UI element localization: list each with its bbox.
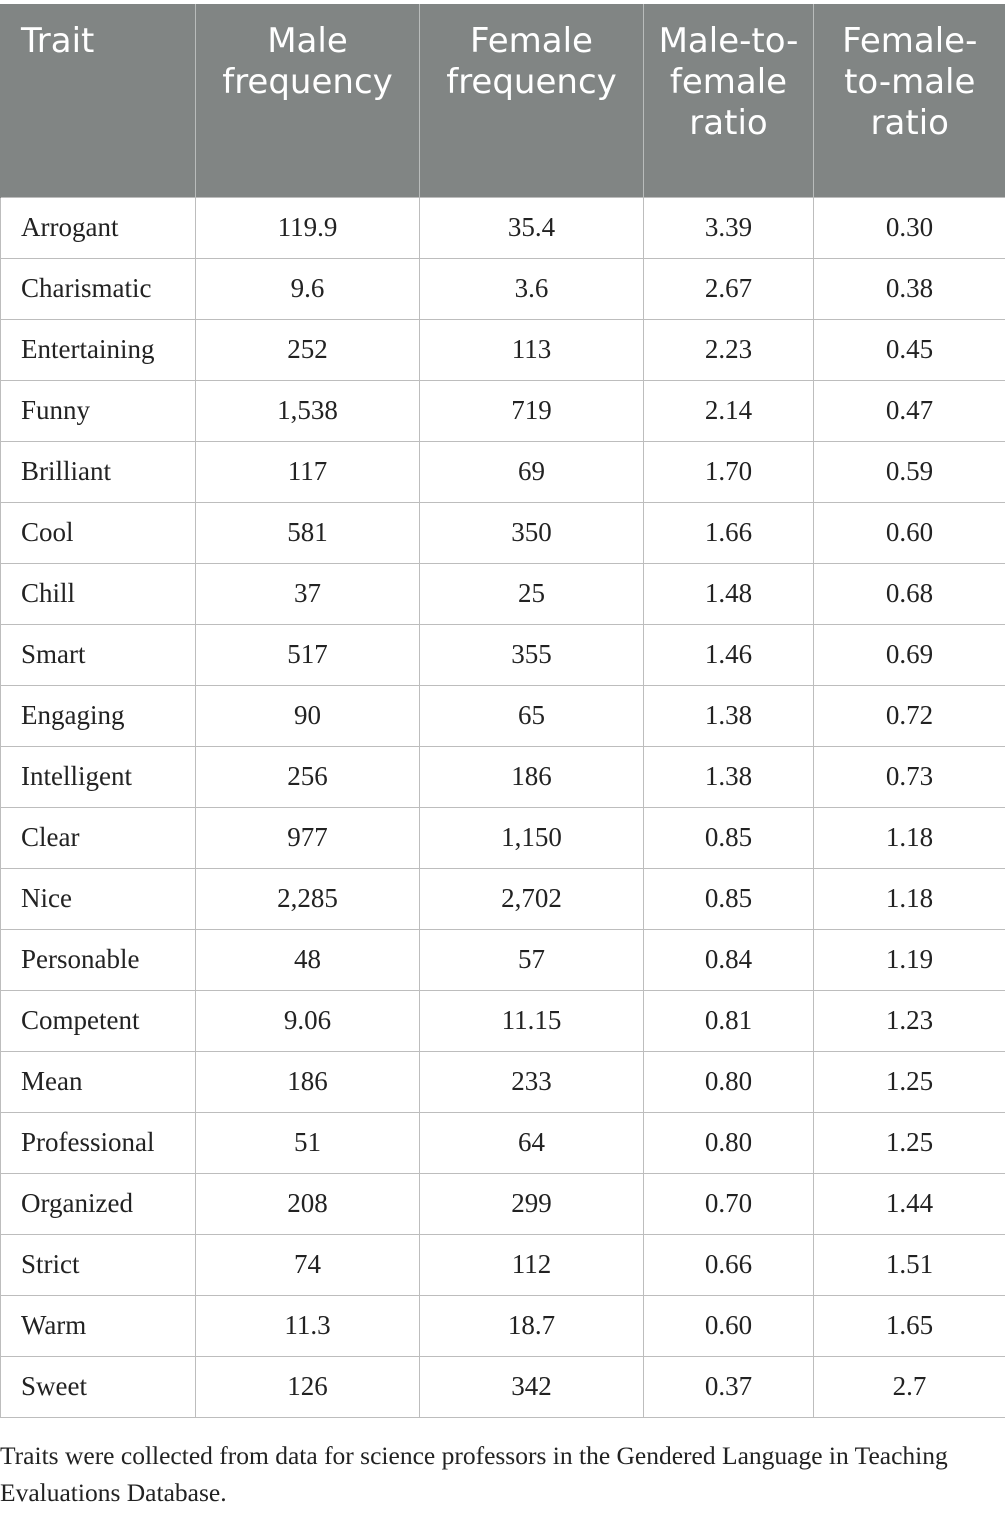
table-row xyxy=(1,1112,1005,1173)
table-row xyxy=(1,197,1005,258)
female-frequency-cell: 11.15 xyxy=(420,990,644,1051)
header-female-frequency: Female frequency xyxy=(420,4,644,197)
male-to-female-ratio-cell: 0.66 xyxy=(644,1234,814,1295)
male-frequency-cell: 74 xyxy=(196,1234,420,1295)
male-frequency-cell: 37 xyxy=(196,563,420,624)
male-frequency-cell: 581 xyxy=(196,502,420,563)
table-row xyxy=(1,868,1005,929)
female-to-male-ratio-cell: 0.73 xyxy=(814,746,1005,807)
trait-cell: Intelligent xyxy=(1,746,196,807)
table-row xyxy=(1,1173,1005,1234)
female-frequency-cell: 355 xyxy=(420,624,644,685)
male-to-female-ratio-cell: 0.81 xyxy=(644,990,814,1051)
table-row xyxy=(1,990,1005,1051)
female-to-male-ratio-cell: 1.18 xyxy=(814,868,1005,929)
trait-cell: Nice xyxy=(1,868,196,929)
female-to-male-ratio-cell: 0.72 xyxy=(814,685,1005,746)
male-to-female-ratio-cell: 1.66 xyxy=(644,502,814,563)
trait-cell: Personable xyxy=(1,929,196,990)
female-frequency-cell: 57 xyxy=(420,929,644,990)
trait-cell: Entertaining xyxy=(1,319,196,380)
table-row xyxy=(1,563,1005,624)
trait-cell: Charismatic xyxy=(1,258,196,319)
female-frequency-cell: 233 xyxy=(420,1051,644,1112)
male-to-female-ratio-cell: 1.46 xyxy=(644,624,814,685)
trait-cell: Smart xyxy=(1,624,196,685)
male-frequency-cell: 48 xyxy=(196,929,420,990)
table-row xyxy=(1,685,1005,746)
male-frequency-cell: 186 xyxy=(196,1051,420,1112)
female-to-male-ratio-cell: 1.44 xyxy=(814,1173,1005,1234)
male-frequency-cell: 256 xyxy=(196,746,420,807)
male-to-female-ratio-cell: 1.70 xyxy=(644,441,814,502)
header-trait: Trait xyxy=(1,4,196,197)
male-frequency-cell: 51 xyxy=(196,1112,420,1173)
trait-cell: Professional xyxy=(1,1112,196,1173)
table-row xyxy=(1,624,1005,685)
table-row xyxy=(1,1234,1005,1295)
male-to-female-ratio-cell: 2.23 xyxy=(644,319,814,380)
trait-cell: Chill xyxy=(1,563,196,624)
female-to-male-ratio-cell: 0.38 xyxy=(814,258,1005,319)
female-to-male-ratio-cell: 0.60 xyxy=(814,502,1005,563)
header-female-to-male-ratio: Female-to-male ratio xyxy=(814,4,1005,197)
trait-cell: Brilliant xyxy=(1,441,196,502)
male-to-female-ratio-cell: 1.48 xyxy=(644,563,814,624)
female-frequency-cell: 3.6 xyxy=(420,258,644,319)
table-row xyxy=(1,502,1005,563)
table-row xyxy=(1,441,1005,502)
female-to-male-ratio-cell: 0.69 xyxy=(814,624,1005,685)
female-to-male-ratio-cell: 1.51 xyxy=(814,1234,1005,1295)
trait-cell: Mean xyxy=(1,1051,196,1112)
trait-cell: Warm xyxy=(1,1295,196,1356)
female-to-male-ratio-cell: 0.68 xyxy=(814,563,1005,624)
male-frequency-cell: 2,285 xyxy=(196,868,420,929)
female-frequency-cell: 350 xyxy=(420,502,644,563)
male-to-female-ratio-cell: 2.14 xyxy=(644,380,814,441)
trait-cell: Cool xyxy=(1,502,196,563)
table-row xyxy=(1,319,1005,380)
male-to-female-ratio-cell: 0.84 xyxy=(644,929,814,990)
female-frequency-cell: 112 xyxy=(420,1234,644,1295)
female-frequency-cell: 69 xyxy=(420,441,644,502)
female-to-male-ratio-cell: 1.19 xyxy=(814,929,1005,990)
trait-cell: Competent xyxy=(1,990,196,1051)
table-row xyxy=(1,380,1005,441)
male-frequency-cell: 208 xyxy=(196,1173,420,1234)
trait-cell: Strict xyxy=(1,1234,196,1295)
male-to-female-ratio-cell: 0.80 xyxy=(644,1112,814,1173)
male-to-female-ratio-cell: 3.39 xyxy=(644,197,814,258)
female-to-male-ratio-cell: 0.59 xyxy=(814,441,1005,502)
trait-cell: Engaging xyxy=(1,685,196,746)
trait-cell: Sweet xyxy=(1,1356,196,1417)
male-to-female-ratio-cell: 0.85 xyxy=(644,807,814,868)
female-frequency-cell: 2,702 xyxy=(420,868,644,929)
female-frequency-cell: 64 xyxy=(420,1112,644,1173)
trait-cell: Funny xyxy=(1,380,196,441)
trait-cell: Clear xyxy=(1,807,196,868)
table-row xyxy=(1,746,1005,807)
female-to-male-ratio-cell: 2.7 xyxy=(814,1356,1005,1417)
trait-cell: Organized xyxy=(1,1173,196,1234)
male-frequency-cell: 117 xyxy=(196,441,420,502)
male-frequency-cell: 11.3 xyxy=(196,1295,420,1356)
female-frequency-cell: 113 xyxy=(420,319,644,380)
male-frequency-cell: 119.9 xyxy=(196,197,420,258)
male-frequency-cell: 90 xyxy=(196,685,420,746)
female-frequency-cell: 65 xyxy=(420,685,644,746)
table-row xyxy=(1,1356,1005,1417)
female-frequency-cell: 18.7 xyxy=(420,1295,644,1356)
male-frequency-cell: 977 xyxy=(196,807,420,868)
female-to-male-ratio-cell: 0.30 xyxy=(814,197,1005,258)
table-header-row xyxy=(1,4,1005,197)
female-to-male-ratio-cell: 0.45 xyxy=(814,319,1005,380)
header-male-to-female-ratio: Male-to-female ratio xyxy=(644,4,814,197)
female-to-male-ratio-cell: 0.47 xyxy=(814,380,1005,441)
table-row xyxy=(1,1051,1005,1112)
table-footnote: Traits were collected from data for science professors in the Gendered Language in Teaching Evaluations Database. xyxy=(0,1441,948,1507)
male-to-female-ratio-cell: 1.38 xyxy=(644,685,814,746)
female-to-male-ratio-cell: 1.25 xyxy=(814,1112,1005,1173)
female-to-male-ratio-cell: 1.23 xyxy=(814,990,1005,1051)
trait-frequency-table xyxy=(0,4,1005,1418)
female-frequency-cell: 35.4 xyxy=(420,197,644,258)
female-frequency-cell: 342 xyxy=(420,1356,644,1417)
male-frequency-cell: 126 xyxy=(196,1356,420,1417)
female-frequency-cell: 299 xyxy=(420,1173,644,1234)
header-male-frequency: Male frequency xyxy=(196,4,420,197)
male-frequency-cell: 517 xyxy=(196,624,420,685)
male-to-female-ratio-cell: 0.80 xyxy=(644,1051,814,1112)
male-to-female-ratio-cell: 0.37 xyxy=(644,1356,814,1417)
female-frequency-cell: 25 xyxy=(420,563,644,624)
male-to-female-ratio-cell: 0.70 xyxy=(644,1173,814,1234)
male-to-female-ratio-cell: 2.67 xyxy=(644,258,814,319)
female-frequency-cell: 719 xyxy=(420,380,644,441)
table-body xyxy=(1,197,1005,1417)
trait-cell: Arrogant xyxy=(1,197,196,258)
table-row xyxy=(1,258,1005,319)
male-frequency-cell: 9.6 xyxy=(196,258,420,319)
male-to-female-ratio-cell: 1.38 xyxy=(644,746,814,807)
table-row xyxy=(1,807,1005,868)
female-to-male-ratio-cell: 1.25 xyxy=(814,1051,1005,1112)
table-row xyxy=(1,1295,1005,1356)
female-to-male-ratio-cell: 1.18 xyxy=(814,807,1005,868)
male-frequency-cell: 9.06 xyxy=(196,990,420,1051)
male-to-female-ratio-cell: 0.60 xyxy=(644,1295,814,1356)
male-frequency-cell: 252 xyxy=(196,319,420,380)
male-to-female-ratio-cell: 0.85 xyxy=(644,868,814,929)
male-frequency-cell: 1,538 xyxy=(196,380,420,441)
table-row xyxy=(1,929,1005,990)
female-to-male-ratio-cell: 1.65 xyxy=(814,1295,1005,1356)
female-frequency-cell: 186 xyxy=(420,746,644,807)
female-frequency-cell: 1,150 xyxy=(420,807,644,868)
